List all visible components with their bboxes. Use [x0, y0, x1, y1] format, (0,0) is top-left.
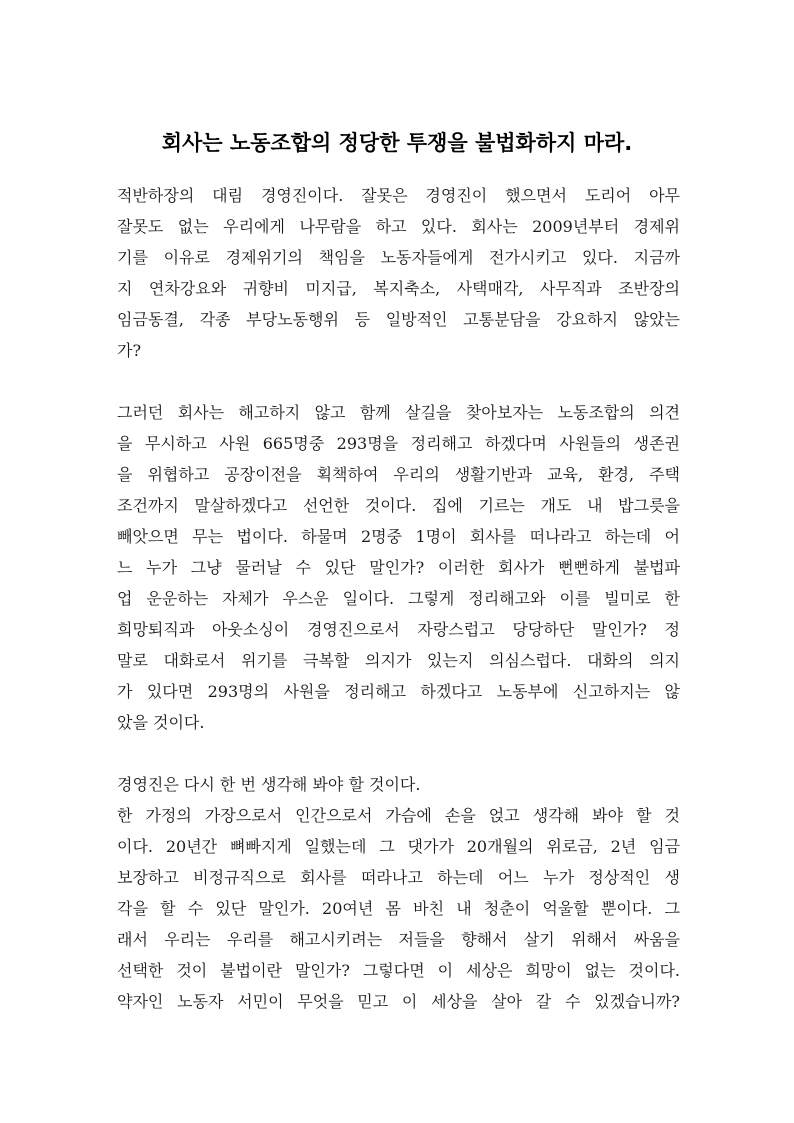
body-line: 빼앗으면 무는 법이다. 하물며 2명중 1명이 회사를 떠나라고 하는데 어	[117, 527, 680, 546]
paragraph-gap	[117, 738, 680, 769]
body-line: 았을 것이다.	[117, 713, 205, 732]
body-line: 한 가정의 가장으로서 인간으로서 가슴에 손을 얹고 생각해 봐야 할 것	[117, 806, 680, 825]
body-line: 조건까지 말살하겠다고 선언한 것이다. 집에 기르는 개도 내 밥그릇을	[117, 496, 680, 515]
document-body	[117, 180, 680, 1017]
body-line: 경영진은 다시 한 번 생각해 봐야 할 것이다.	[117, 775, 421, 794]
body-line: 가 있다면 293명의 사원을 정리해고 하겠다고 노동부에 신고하지는 않	[117, 682, 680, 701]
body-line: 그러던 회사는 해고하지 않고 함께 살길을 찾아보자는 노동조합의 의견	[117, 403, 680, 422]
body-line: 희망퇴직과 아웃소싱이 경영진으로서 자랑스럽고 당당하단 말인가? 정	[117, 620, 680, 639]
paragraph-gap	[117, 366, 680, 397]
body-line: 이다. 20년간 뼈빠지게 일했는데 그 댓가가 20개월의 위로금, 2년 임금	[117, 837, 680, 856]
body-line: 보장하고 비정규직으로 회사를 떠라나고 하는데 어느 누가 정상적인 생	[117, 868, 680, 887]
body-line: 임금동결, 각종 부당노동행위 등 일방적인 고통분담을 강요하지 않았는	[117, 310, 680, 329]
body-line: 약자인 노동자 서민이 무엇을 믿고 이 세상을 살아 갈 수 있겠습니까?	[117, 992, 680, 1011]
body-line: 을 무시하고 사원 665명중 293명을 정리해고 하겠다며 사원들의 생존권	[117, 434, 680, 453]
body-line: 을 위협하고 공장이전을 획책하여 우리의 생활기반과 교육, 환경, 주택	[117, 465, 680, 484]
body-line: 기를 이유로 경제위기의 책임을 노동자들에게 전가시키고 있다. 지금까	[117, 248, 680, 267]
body-line: 느 누가 그냥 물러날 수 있단 말인가? 이러한 회사가 뻔뻔하게 불법파	[117, 558, 680, 577]
body-line: 가?	[117, 341, 142, 360]
body-line: 적반하장의 대림 경영진이다. 잘못은 경영진이 했으면서 도리어 아무	[117, 186, 680, 205]
body-line: 지 연차강요와 귀향비 미지급, 복지축소, 사택매각, 사무직과 조반장의	[117, 279, 680, 298]
body-line: 각을 할 수 있단 말인가. 20여년 몸 바친 내 청춘이 억울할 뿐이다. 그	[117, 899, 680, 918]
document-title: 회사는 노동조합의 정당한 투쟁을 불법화하지 마라.	[161, 131, 633, 155]
body-line: 업 운운하는 자체가 우스운 일이다. 그렇게 정리해고와 이를 빌미로 한	[117, 589, 680, 608]
body-line: 말로 대화로서 위기를 극복할 의지가 있는지 의심스럽다. 대화의 의지	[117, 651, 680, 670]
body-line: 잘못도 없는 우리에게 나무람을 하고 있다. 회사는 2009년부터 경제위	[117, 217, 680, 236]
body-line: 래서 우리는 우리를 해고시키려는 저들을 향해서 살기 위해서 싸움을	[117, 930, 680, 949]
body-line: 선택한 것이 불법이란 말인가? 그렇다면 이 세상은 희망이 없는 것이다.	[117, 961, 680, 980]
